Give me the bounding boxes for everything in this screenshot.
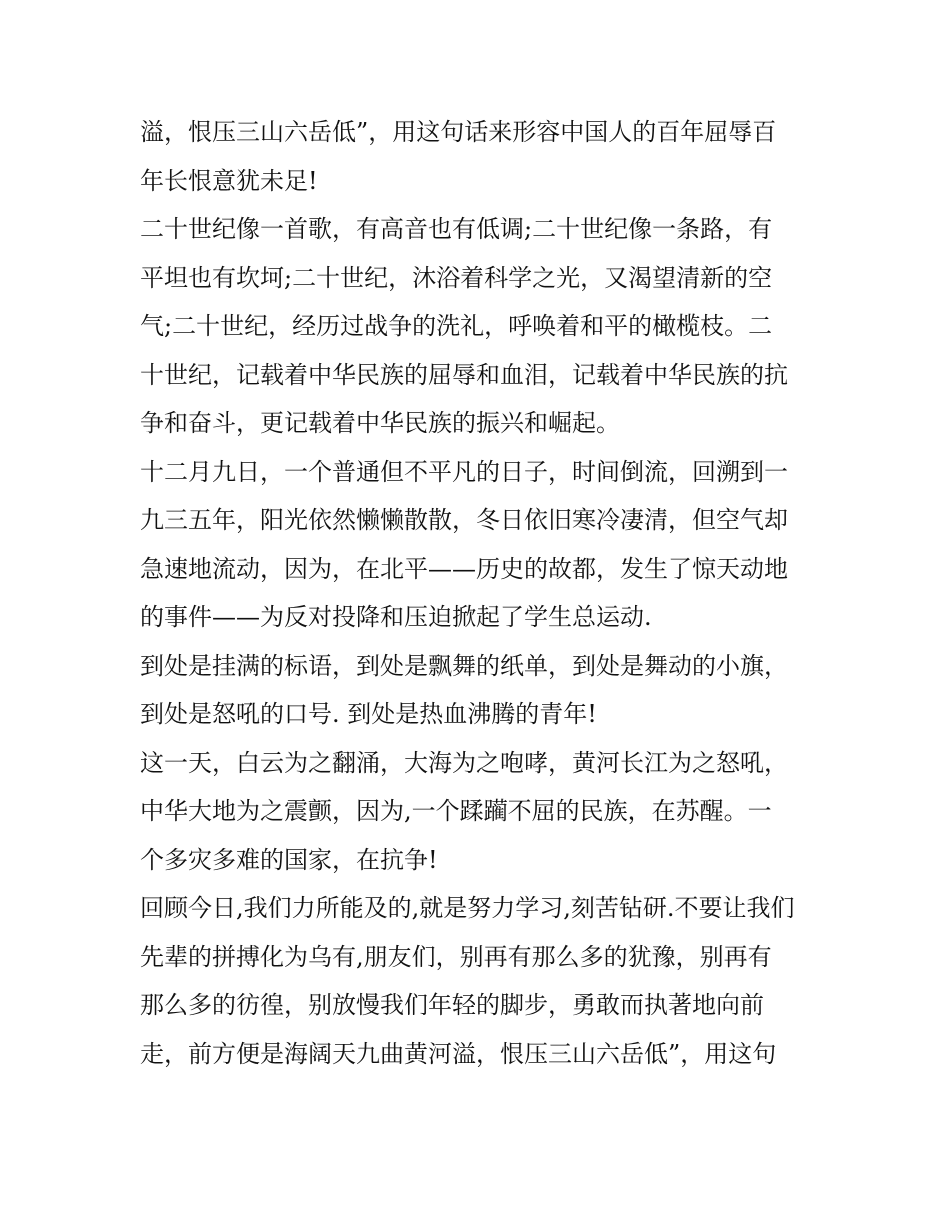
text-line: 气;二十世纪，经历过战争的洗礼，呼唤着和平的橄榄枝。二: [140, 312, 773, 340]
text-line: 九三五年，阳光依然懒懒散散，冬日依旧寒冷凄清，但空气却: [140, 506, 788, 534]
text-line: 那么多的彷徨，别放慢我们年轻的脚步，勇敢而执著地向前: [140, 991, 764, 1019]
text-line: 急速地流动，因为，在北平——历史的故都，发生了惊天动地: [140, 554, 788, 583]
document-body: [140, 108, 820, 1078]
text-line: 的事件——为反对投降和压迫掀起了学生总运动.: [140, 603, 652, 631]
text-line: 个多灾多难的国家，在抗争!: [140, 845, 438, 874]
text-line: 二十世纪像一首歌，有高音也有低调;二十世纪像一条路，有: [140, 215, 773, 243]
text-line: 回顾今日,我们力所能及的,就是努力学习,刻苦钻研.不要让我们: [140, 894, 795, 922]
text-line: 走，前方便是海阔天九曲黄河溢，恨压三山六岳低”，用这句: [140, 1039, 777, 1068]
text-line: 到处是挂满的标语，到处是飘舞的纸单，到处是舞动的小旗，: [140, 651, 788, 680]
text-line: 十世纪，记载着中华民族的屈辱和血泪，记载着中华民族的抗: [140, 360, 788, 389]
text-line: 这一天，白云为之翻涌，大海为之咆哮，黄河长江为之怒吼，: [140, 748, 788, 777]
text-line: 平坦也有坎坷;二十世纪，沐浴着科学之光，又渴望清新的空: [140, 263, 773, 292]
text-line: 溢，恨压三山六岳低”，用这句话来形容中国人的百年屈辱百: [140, 118, 777, 146]
text-line: 十二月九日，一个普通但不平凡的日子，时间倒流，回溯到一: [140, 457, 788, 486]
text-line: 到处是怒吼的口号. 到处是热血沸腾的青年!: [140, 700, 597, 728]
text-line: 年长恨意犹未足!: [140, 166, 318, 195]
text-line: 先辈的拼搏化为乌有,朋友们，别再有那么多的犹豫，别再有: [140, 942, 772, 971]
text-line: 中华大地为之震颤，因为,一个蹂躏不屈的民族，在苏醒。一: [140, 797, 772, 825]
text-line: 争和奋斗，更记载着中华民族的振兴和崛起。: [140, 409, 620, 437]
